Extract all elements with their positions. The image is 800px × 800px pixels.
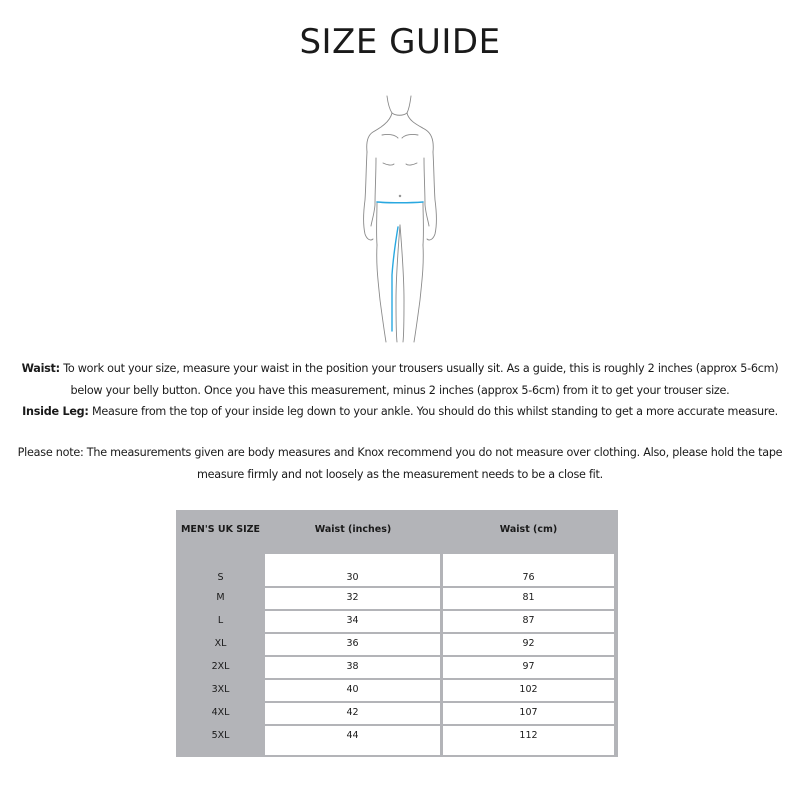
table-row bbox=[176, 726, 618, 755]
note-line1: Please note: The measurements given are body measures and Knox recommend you do not measure over clothing. Also, please hold the tape bbox=[17, 446, 783, 459]
inside-leg-description bbox=[0, 401, 800, 423]
header-waist-cm: Waist (cm) bbox=[499, 524, 558, 535]
waist-inches-cell: 34 bbox=[265, 611, 440, 632]
waist-inches-cell: 30 bbox=[265, 554, 440, 586]
header-size: MEN'S UK SIZE bbox=[180, 524, 261, 535]
waist-description-line2: below your belly button. Once you have this measurement, minus 2 inches (approx 5-6cm) from it to get your trouser size. bbox=[70, 384, 730, 397]
waist-cm-cell: 107 bbox=[443, 703, 614, 724]
table-row bbox=[176, 554, 618, 586]
size-cell: M bbox=[216, 592, 225, 603]
waist-inches-cell: 38 bbox=[265, 657, 440, 678]
waist-cm-cell: 102 bbox=[443, 680, 614, 701]
waist-cm-cell: 92 bbox=[443, 634, 614, 655]
waist-inches-cell: 36 bbox=[265, 634, 440, 655]
size-cell: 5XL bbox=[211, 730, 230, 741]
waist-text-line1: To work out your size, measure your waist in the position your trousers usually sit. As a guide, this is roughly 2 inches (approx 5-6cm) bbox=[59, 362, 779, 375]
body-measurement-figure-icon bbox=[340, 90, 460, 345]
waist-cm-cell: 87 bbox=[443, 611, 614, 632]
table-row bbox=[176, 703, 618, 724]
table-row bbox=[176, 611, 618, 632]
table-row bbox=[176, 634, 618, 655]
waist-label: Waist: bbox=[21, 362, 60, 375]
waist-cm-cell: 76 bbox=[443, 554, 614, 586]
waist-cm-cell: 81 bbox=[443, 588, 614, 609]
size-cell: S bbox=[217, 572, 224, 583]
note-line2: measure firmly and not loosely as the measurement needs to be a close fit. bbox=[197, 467, 603, 481]
waist-inches-cell: 44 bbox=[265, 726, 440, 755]
size-cell: L bbox=[217, 615, 224, 626]
table-row bbox=[176, 657, 618, 678]
size-cell: 4XL bbox=[211, 707, 230, 718]
table-row bbox=[176, 680, 618, 701]
page-title: SIZE GUIDE bbox=[299, 22, 501, 62]
inside-leg-label: Inside Leg: bbox=[22, 405, 89, 418]
waist-inches-cell: 42 bbox=[265, 703, 440, 724]
size-cell: XL bbox=[214, 638, 227, 649]
size-table bbox=[176, 510, 618, 757]
waist-description bbox=[0, 358, 800, 380]
inside-leg-text: Measure from the top of your inside leg down to your ankle. You should do this whilst standing to get a more accurate measure. bbox=[88, 405, 778, 418]
waist-inches-cell: 40 bbox=[265, 680, 440, 701]
waist-cm-cell: 97 bbox=[443, 657, 614, 678]
waist-cm-cell: 112 bbox=[443, 726, 614, 755]
waist-inches-cell: 32 bbox=[265, 588, 440, 609]
table-row bbox=[176, 588, 618, 609]
size-cell: 2XL bbox=[211, 661, 230, 672]
header-waist-inches: Waist (inches) bbox=[314, 524, 392, 535]
size-cell: 3XL bbox=[211, 684, 230, 695]
measurement-note bbox=[0, 442, 800, 485]
